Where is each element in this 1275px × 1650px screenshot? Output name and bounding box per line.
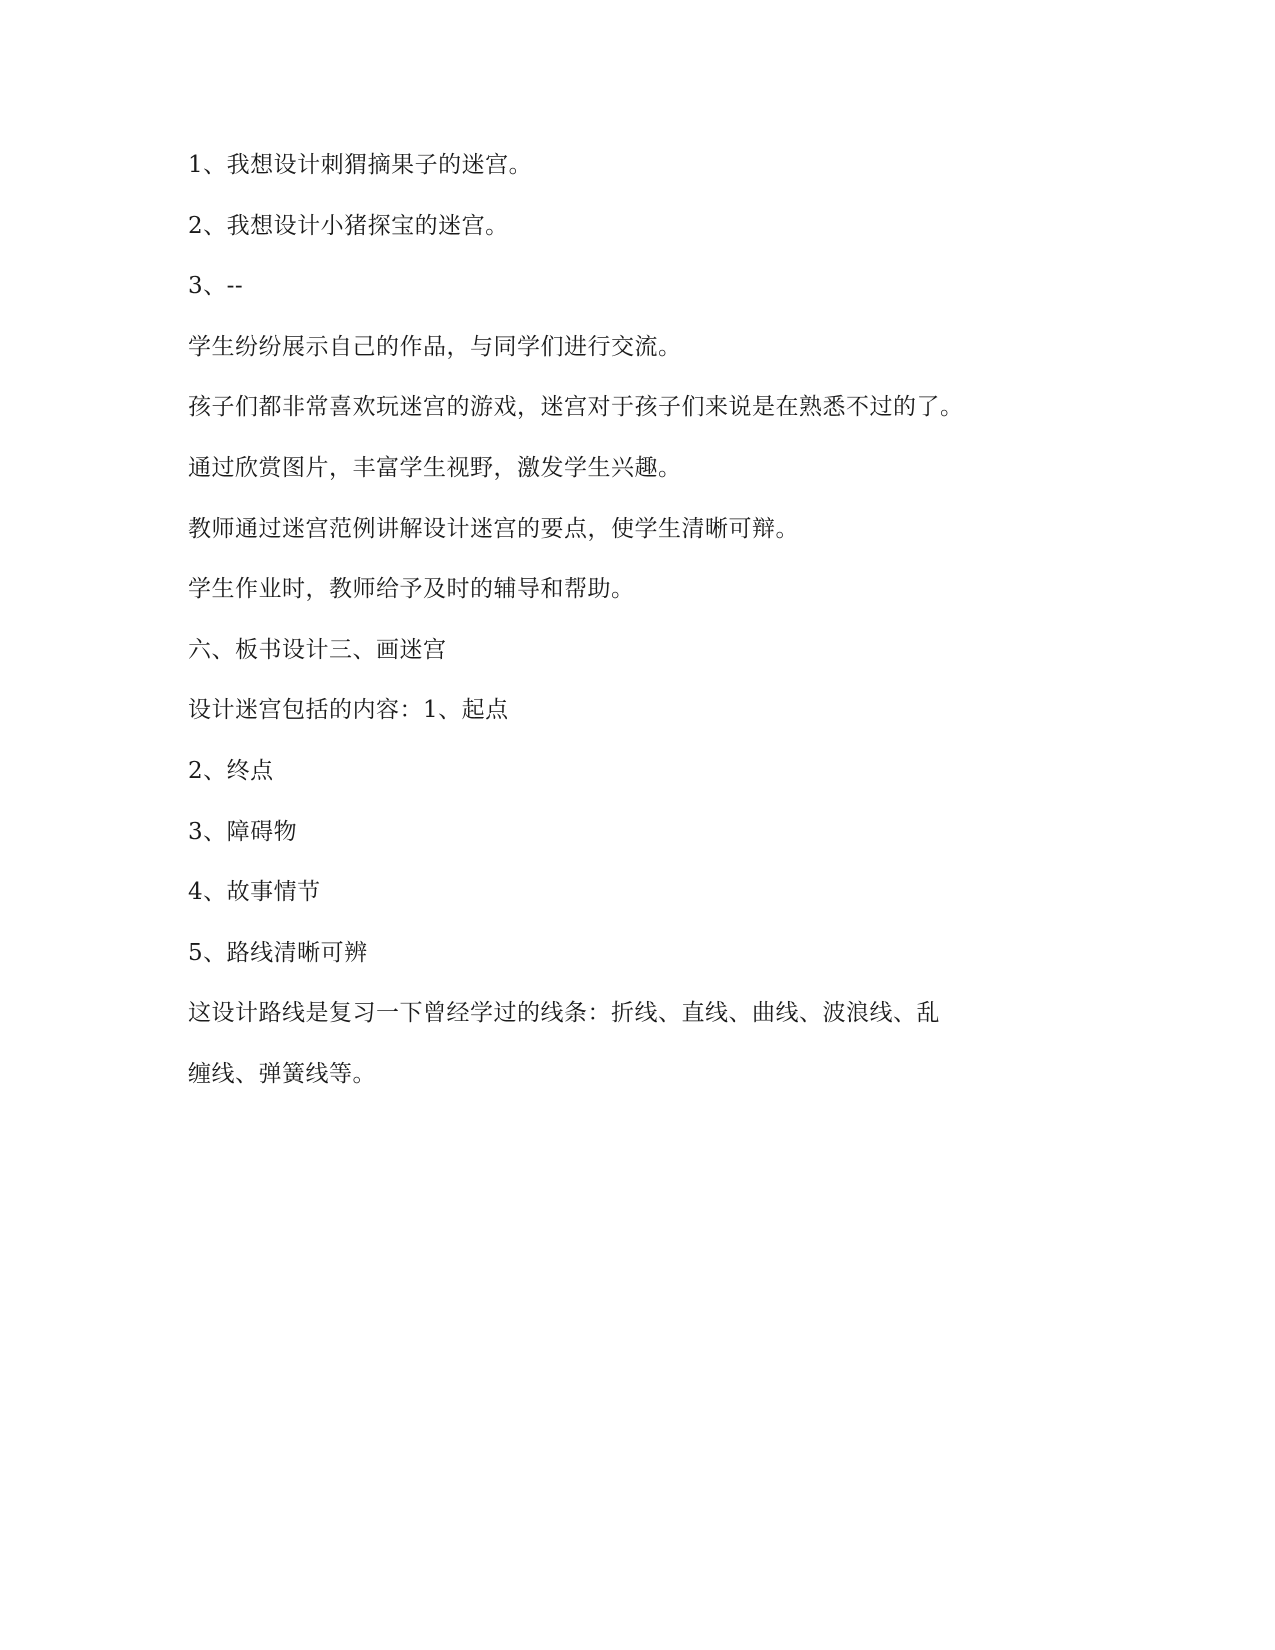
paragraph-appreciate-pictures: 通过欣赏图片，丰富学生视野，激发学生兴趣。: [188, 454, 682, 481]
design-content-route: 5、路线清晰可辨: [188, 939, 368, 966]
list-item-2: 2、我想设计小猪探宝的迷宫。: [188, 212, 509, 239]
design-content-start: 设计迷宫包括的内容：1、起点: [188, 697, 509, 724]
paragraph-student-homework: 学生作业时，教师给予及时的辅导和帮助。: [188, 576, 635, 603]
design-content-end: 2、终点: [188, 757, 274, 784]
paragraph-student-display: 学生纷纷展示自己的作品，与同学们进行交流。: [188, 333, 682, 360]
paragraph-teacher-explains: 教师通过迷宫范例讲解设计迷宫的要点，使学生清晰可辩。: [188, 515, 799, 542]
section-heading-board-design: 六、板书设计三、画迷宫: [188, 636, 447, 663]
paragraph-children-like-maze: 孩子们都非常喜欢玩迷宫的游戏，迷宫对于孩子们来说是在熟悉不过的了。: [188, 394, 964, 421]
list-item-1: 1、我想设计刺猬摘果子的迷宫。: [188, 152, 533, 178]
design-content-obstacle: 3、障碍物: [188, 818, 298, 845]
list-item-3: 3、--: [188, 273, 244, 300]
document-body: [188, 145, 1068, 1115]
design-content-story: 4、故事情节: [188, 879, 321, 906]
paragraph-line-review-2: 缠线、弹簧线等。: [188, 1060, 376, 1087]
paragraph-line-review-1: 这设计路线是复习一下曾经学过的线条：折线、直线、曲线、波浪线、乱: [188, 1000, 940, 1027]
